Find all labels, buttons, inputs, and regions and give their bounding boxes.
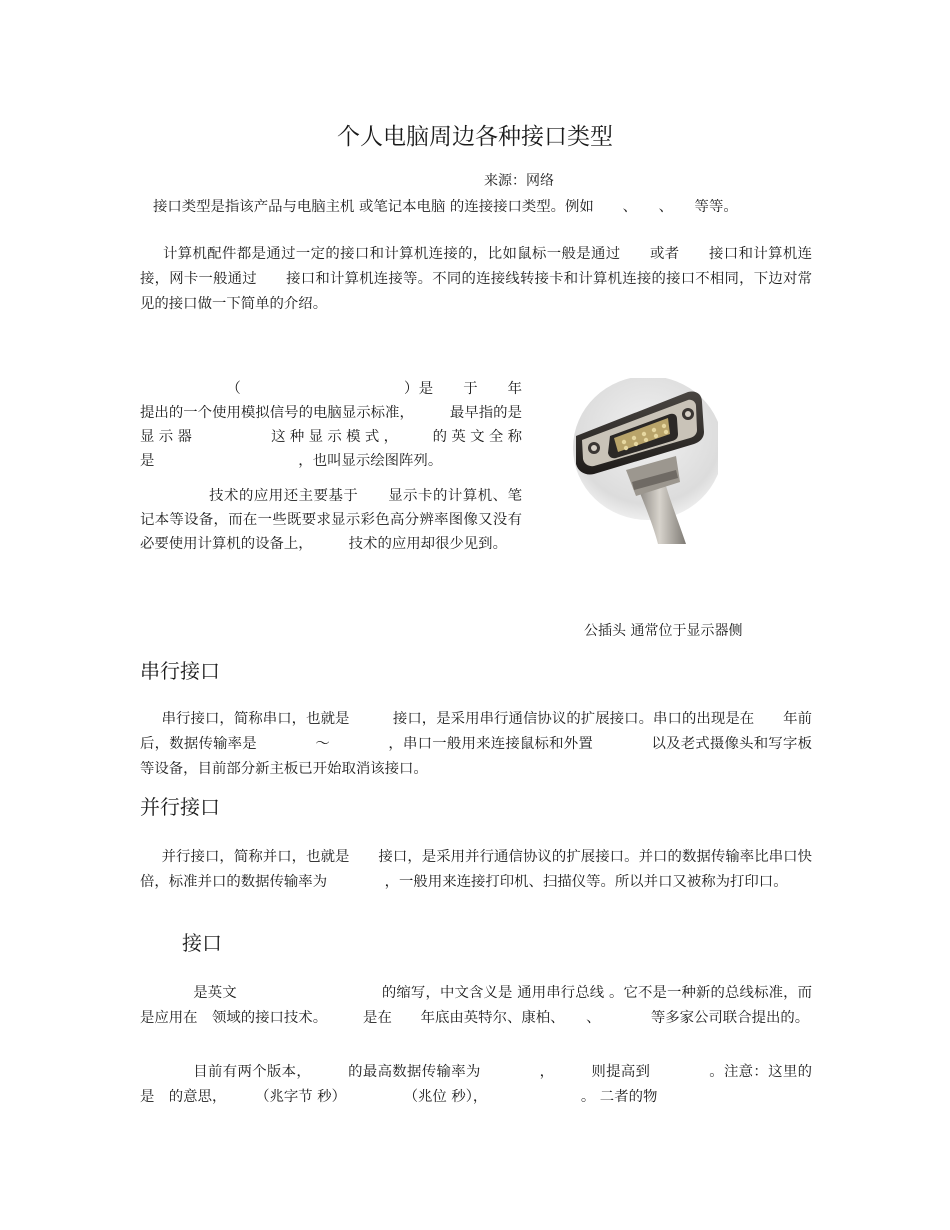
vga-paragraph-1: （ ）是 于 年提出的一个使用模拟信号的电脑显示标准， 最早指的是显示器 这种显示模式， 的英文全称是 ，也叫显示绘图阵列。 [140, 381, 522, 469]
section-heading-parallel: 并行接口 [140, 795, 220, 819]
usb-paragraph-1: 是英文 的缩写，中文含义是 通用串行总线 。它不是一种新的总线标准，而是应用在 领域的接口技术。 是在 年底由英特尔、康柏、 、 等多家公司联合提出的。 [140, 985, 812, 1026]
intro-paragraph-2: 计算机配件都是通过一定的接口和计算机连接的，比如鼠标一般是通过 或者 接口和计算机连接，网卡一般通过 接口和计算机连接等。不同的连接线转接卡和计算机连接的接口不相同，下边对常见的接口做一下简单的介绍。 [140, 246, 812, 312]
section-heading-serial: 串行接口 [140, 659, 220, 683]
usb-paragraph-2: 目前有两个版本， 的最高数据传输率为 ， 则提高到 。注意：这里的 是 的意思， （兆字节 秒） （兆位 秒）， 。 二者的物 [140, 1064, 812, 1105]
intro-paragraph-1: 接口类型是指该产品与电脑主机 或笔记本电脑 的连接接口类型。例如 、 、 等等。 [152, 199, 738, 215]
image-caption: 公插头 通常位于显示器侧 [584, 623, 743, 639]
parallel-paragraph: 并行接口，简称并口，也就是 接口，是采用并行通信协议的扩展接口。并口的数据传输率比串口快 倍，标准并口的数据传输率为 ，一般用来连接打印机、扫描仪等。所以并口又被称为打印口。 [140, 849, 812, 890]
vga-paragraph-2: 技术的应用还主要基于 显示卡的计算机、笔记本等设备，而在一些既要求显示彩色高分辨率图像又没有必要使用计算机的设备上， 技术的应用却很少见到。 [140, 488, 522, 552]
serial-paragraph: 串行接口，简称串口，也就是 接口，是采用串行通信协议的扩展接口。串口的出现是在 年前后，数据传输率是 ～ ，串口一般用来连接鼠标和外置 以及老式摄像头和写字板等设备，目前部分新主板已开始取消该接口。 [140, 711, 812, 777]
vga-connector-image [568, 378, 718, 544]
section-heading-usb: 接口 [182, 931, 222, 955]
page-title: 个人电脑周边各种接口类型 [337, 124, 613, 150]
source-line: 来源：网络 [484, 173, 554, 189]
